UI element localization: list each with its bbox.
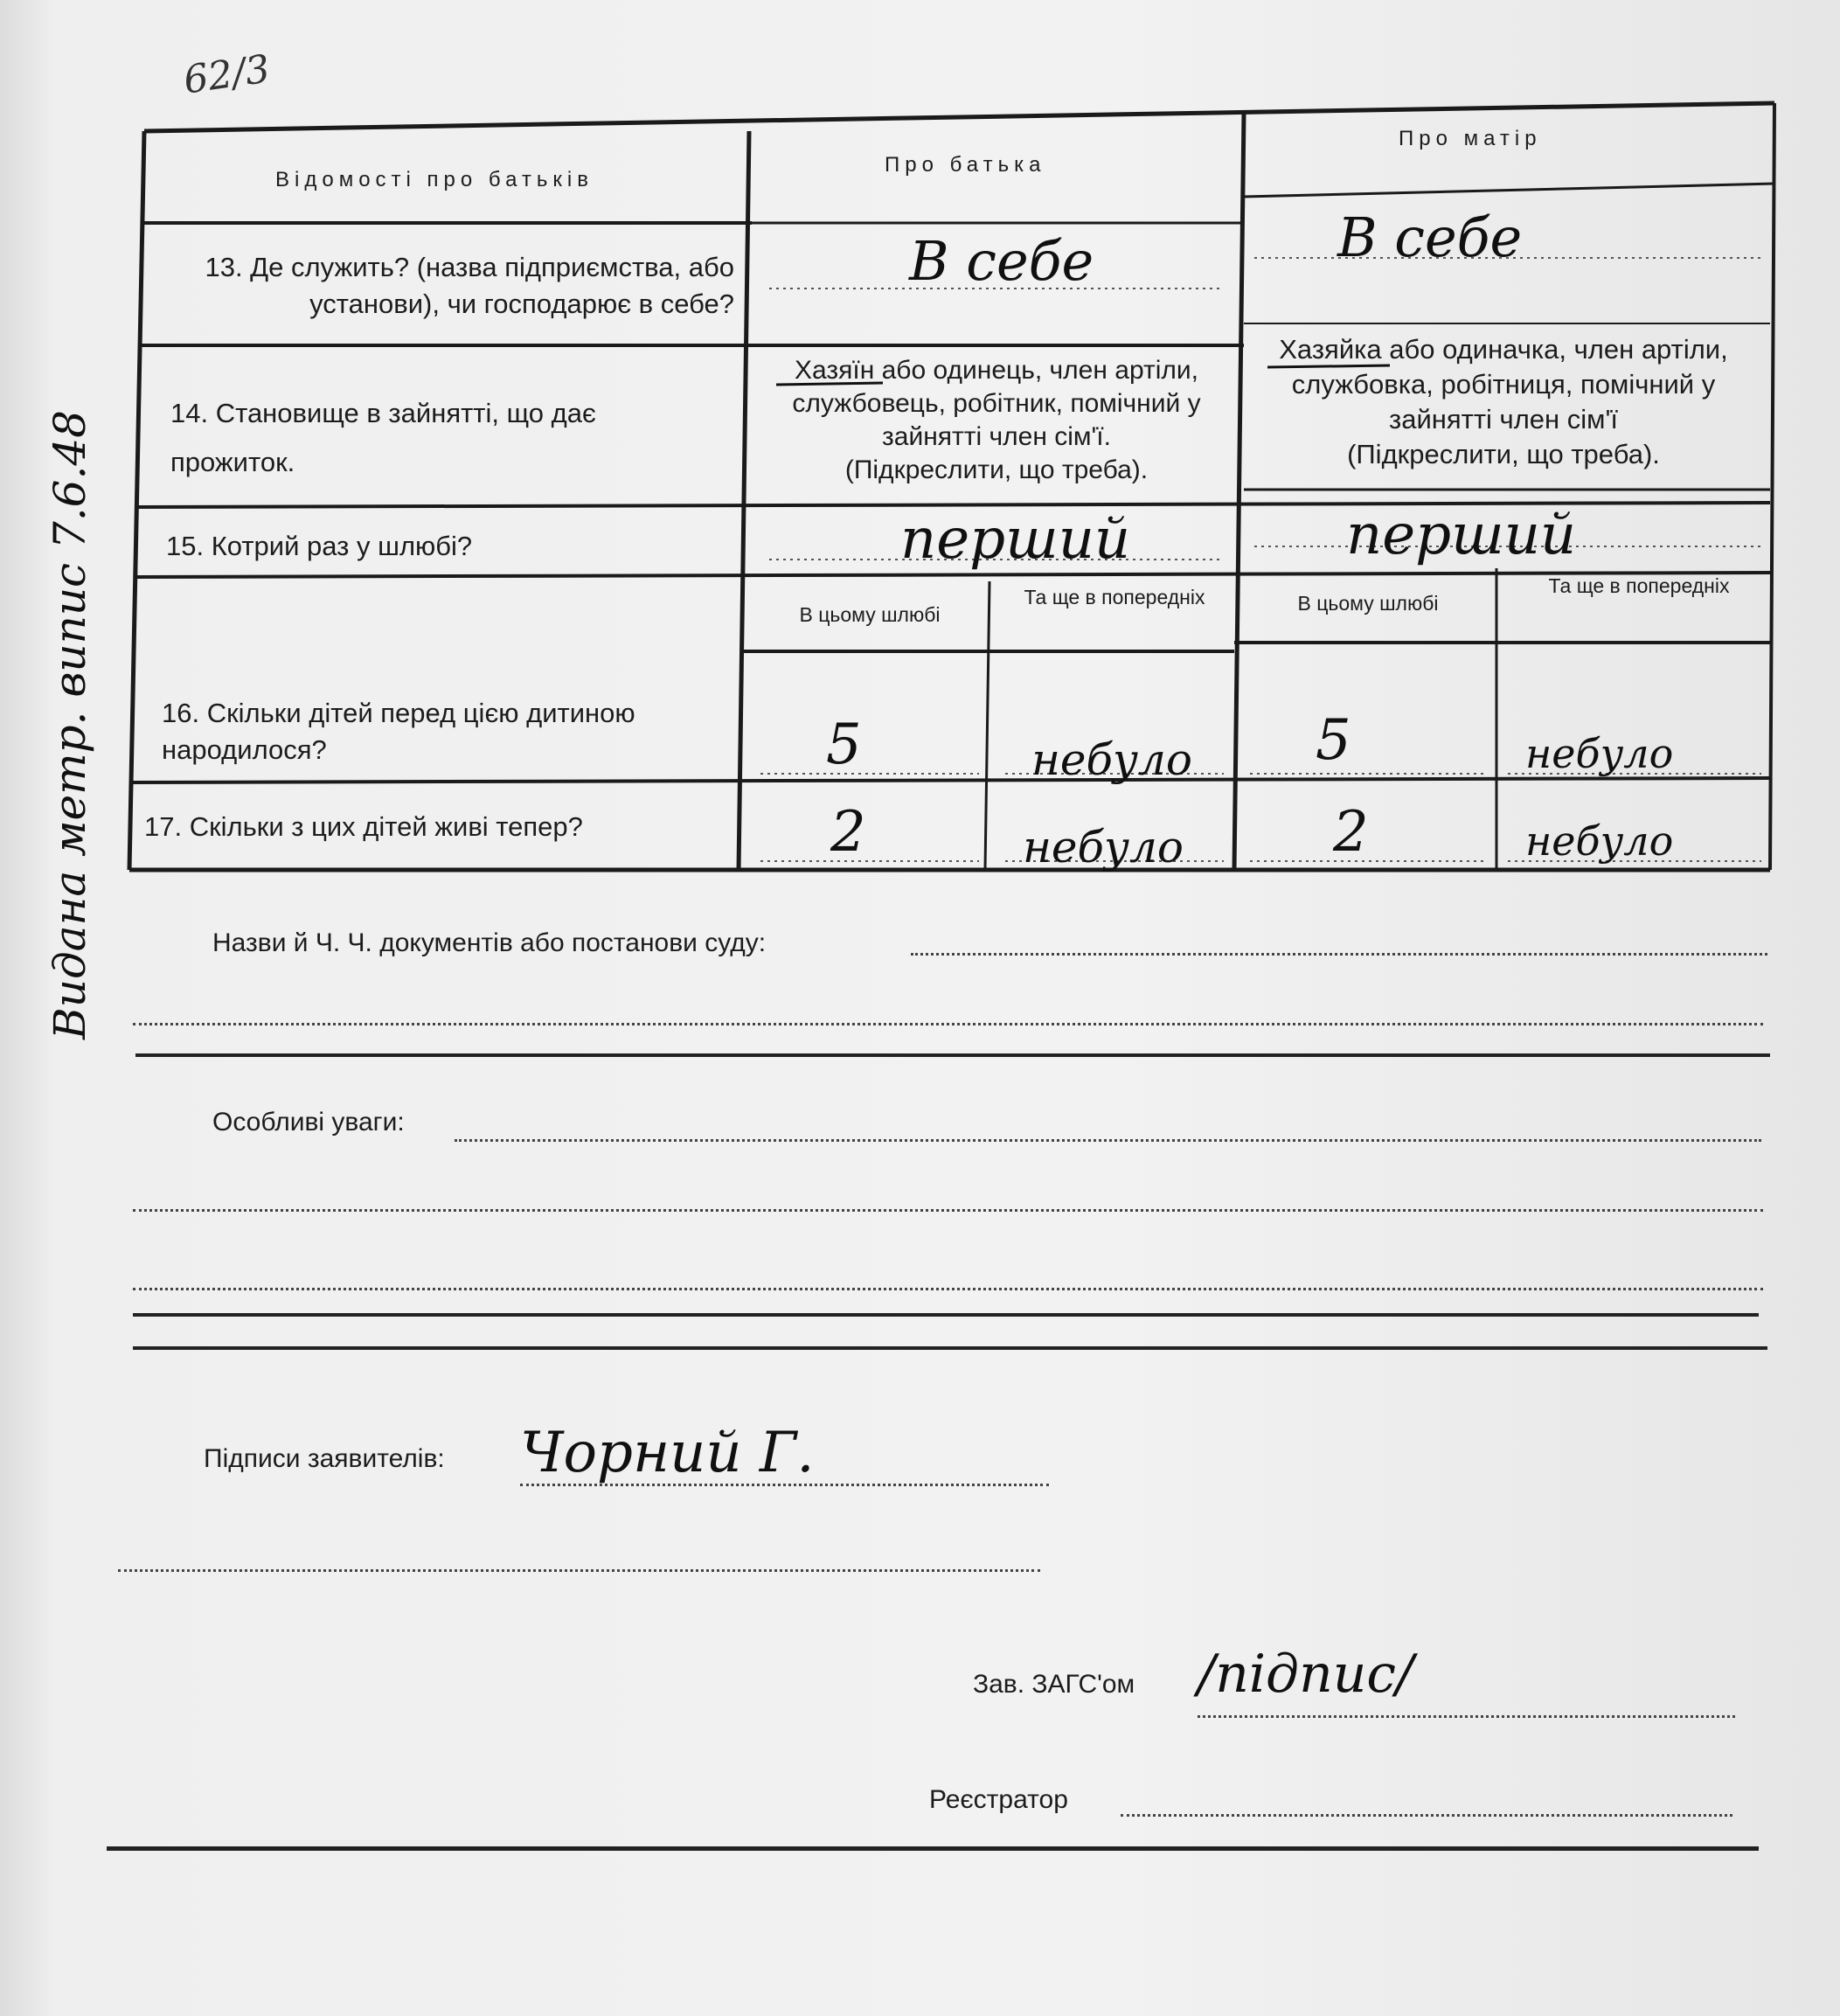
row17-father-this: 2: [830, 800, 866, 865]
documents-label: Назви й Ч. Ч. документів або постанови суду:: [212, 928, 767, 957]
row15-mother-value: перший: [1346, 503, 1577, 567]
row14-mother-options: [1259, 332, 1748, 472]
row14-father-selected: Хазяїн: [795, 356, 875, 385]
subheader-father-this-marriage: В цьому шлюбі: [799, 603, 941, 626]
row14-father-options: [769, 354, 1224, 487]
row14-mother-options-text: або одиначка, член артіли, службовка, робітниця, помічний у зайнятті член сім'ї: [1291, 334, 1728, 434]
row13-father-value: В себе: [909, 229, 1094, 293]
row14-mother-note: (Підкреслити, що треба).: [1347, 439, 1660, 469]
margin-handwritten-note: Видана метр. випис 7.6.48: [45, 410, 95, 1039]
row16-father-previous: небуло: [1031, 734, 1192, 785]
bottom-rule: [107, 1846, 1759, 1851]
row15-father-value: перший: [900, 507, 1131, 572]
remarks-line-2: [133, 1209, 1763, 1212]
row17-mother-this: 2: [1333, 800, 1369, 865]
row16-mother-previous: небуло: [1525, 730, 1674, 777]
documents-line: [911, 953, 1767, 956]
header-mother-column: Про матір: [1399, 127, 1542, 150]
row17-father-previous: небуло: [1023, 822, 1184, 872]
row14-mother-selected: Хазяйка: [1279, 334, 1382, 365]
documents-rule: [135, 1053, 1770, 1057]
row17-label: 17. Скільки з цих дітей живі тепер?: [144, 811, 583, 842]
signature-line: [520, 1484, 1049, 1486]
corner-archive-note: 62/3: [180, 46, 273, 103]
row16-label: 16. Скільки дітей перед цією дитиною народилося?: [162, 698, 635, 765]
remarks-label: Особливі уваги:: [212, 1108, 405, 1137]
subheader-mother-previous: Та ще в попередніх: [1548, 574, 1730, 597]
subheader-mother-this-marriage: В цьому шлюбі: [1297, 592, 1439, 615]
signature-line-2: [118, 1569, 1040, 1572]
documents-line-2: [133, 1023, 1763, 1025]
remarks-rule-2: [133, 1346, 1767, 1350]
row16-father-this: 5: [826, 713, 862, 777]
remarks-line-3: [133, 1288, 1763, 1290]
row17-mother-previous: небуло: [1525, 817, 1674, 865]
signatures-label: Підписи заявителів:: [204, 1444, 445, 1473]
remarks-rule-1: [133, 1313, 1759, 1317]
registrar-line: [1121, 1814, 1732, 1817]
row15-label: 15. Котрий раз у шлюбі?: [166, 531, 473, 561]
remarks-line: [455, 1139, 1761, 1142]
row13-label: 13. Де служить? (назва підприємства, або установи), чи господарює в себе?: [205, 252, 734, 319]
row14-label: 14. Становище в зайнятті, що дає прожиток.: [170, 398, 596, 477]
zags-head-label: Зав. ЗАГС'ом: [973, 1670, 1135, 1699]
row16-mother-this: 5: [1316, 708, 1351, 773]
zags-head-signature: /підпис/: [1198, 1644, 1414, 1705]
header-father-column: Про батька: [885, 153, 1046, 177]
subheader-father-previous: Та ще в попередніх: [1024, 586, 1205, 608]
registrar-label: Реєстратор: [929, 1785, 1068, 1814]
row13-mother-value: В себе: [1337, 205, 1523, 269]
row14-father-options-text: або одинець, член артіли, службовець, робітник, помічний у зайнятті член сім'ї.: [792, 356, 1201, 451]
row14-father-note: (Підкреслити, що треба).: [844, 455, 1149, 484]
zags-line: [1198, 1715, 1735, 1718]
header-info-column: Відомості про батьків: [275, 168, 594, 191]
applicant-signature: Чорний Г.: [520, 1421, 815, 1485]
